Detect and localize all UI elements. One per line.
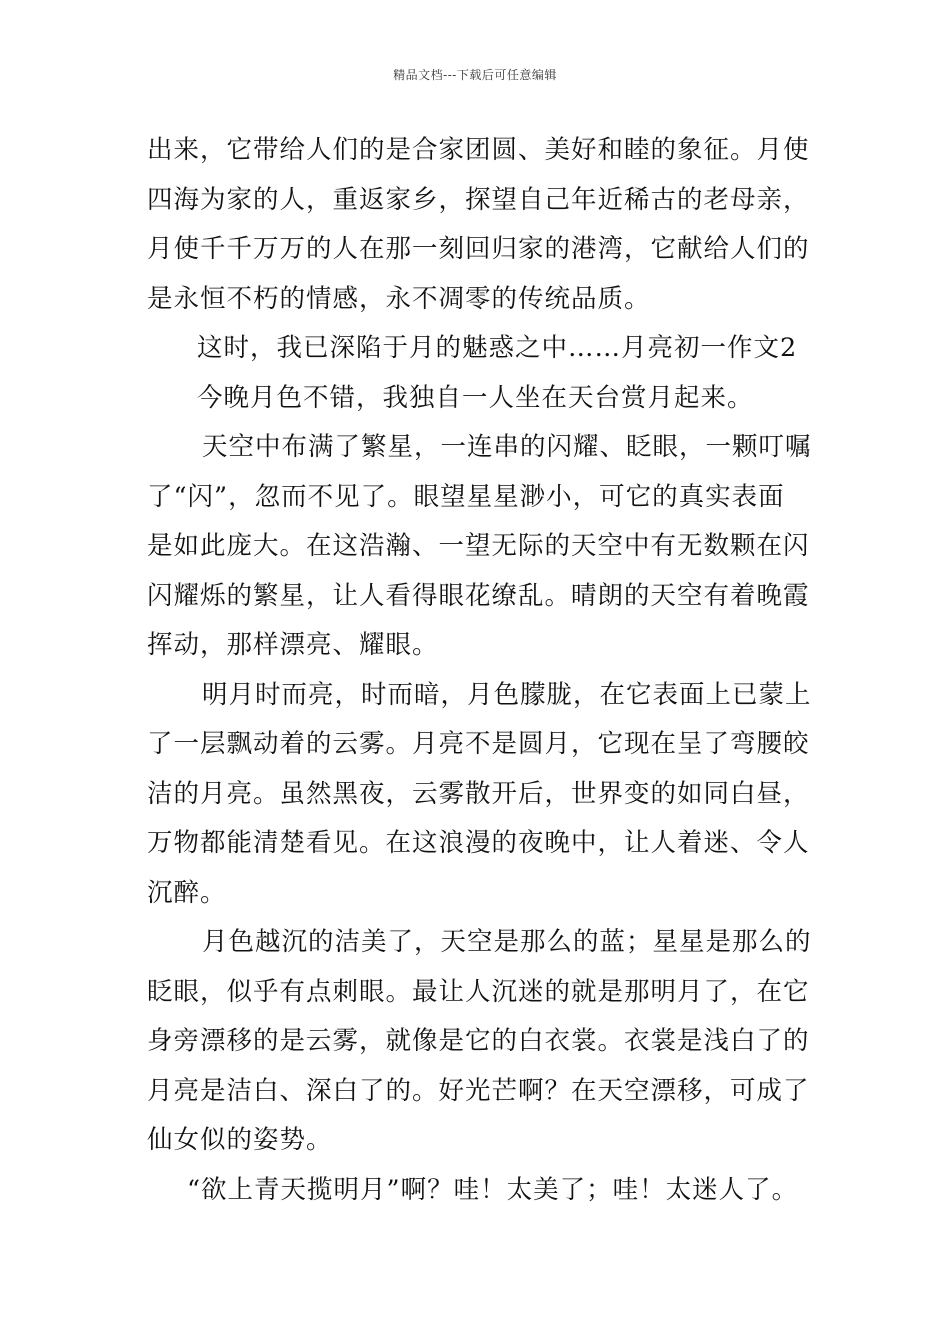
text-line: 四海为家的人，重返家乡，探望自己年近稀古的老母亲，: [147, 184, 810, 215]
text-line: 沉醉。: [147, 877, 227, 908]
text-line: 了一层飘动着的云雾。月亮不是圆月，它现在呈了弯腰皎: [147, 729, 810, 759]
text-line: 天空中布满了繁星，一连串的闪耀、眨眼，一颗叮嘱: [202, 432, 812, 462]
text-line: 今晚月色不错，我独自一人坐在天台赏月起来。: [197, 382, 754, 413]
page-header: 精品文档---下载后可任意编辑: [393, 68, 557, 82]
text-line: 明月时而亮，时而暗，月色朦胧，在它表面上已蒙上: [202, 679, 812, 710]
text-line: 月色越沉的洁美了，天空是那么的蓝；星星是那么的: [202, 927, 812, 957]
text-line: “欲上青天揽明月”啊？哇！太美了；哇！太迷人了。: [187, 1174, 799, 1205]
text-line: 是永恒不朽的情感，永不凋零的传统品质。: [147, 283, 651, 314]
text-line: 了“闪”，忽而不见了。眼望星星渺小，可它的真实表面: [147, 481, 785, 512]
text-line: 万物都能清楚看见。在这浪漫的夜晚中，让人着迷、令人: [147, 828, 810, 858]
text-line: 月使千千万万的人在那一刻回归家的港湾，它献给人们的: [147, 234, 810, 264]
text-line: 仙女似的姿势。: [147, 1125, 333, 1155]
text-line: 月亮是洁白、深白了的。好光芒啊？在天空漂移，可成了: [147, 1075, 810, 1106]
text-line: 身旁漂移的是云雾，就像是它的白衣裳。衣裳是浅白了的: [147, 1026, 810, 1056]
text-line: 闪耀烁的繁星，让人看得眼花缭乱。晴朗的天空有着晚霞: [147, 580, 810, 611]
text-line: 眨眼，似乎有点刺眼。最让人沉迷的就是那明月了，在它: [147, 976, 810, 1007]
essay-body: [147, 126, 827, 1215]
text-line: 是如此庞大。在这浩瀚、一望无际的天空中有无数颗在闪: [147, 531, 810, 561]
text-line: 出来，它带给人们的是合家团圆、美好和睦的象征。月使: [147, 135, 810, 165]
text-line: 洁的月亮。虽然黑夜，云雾散开后，世界变的如同白昼，: [147, 778, 810, 809]
text-line: 挥动，那样漂亮、耀眼。: [147, 630, 439, 660]
text-line: 这时，我已深陷于月的魅惑之中……月亮初一作文2: [197, 333, 798, 363]
